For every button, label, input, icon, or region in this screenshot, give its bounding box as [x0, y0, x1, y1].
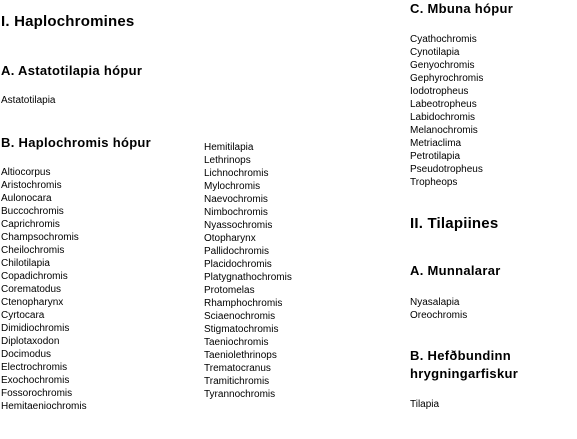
- heading-mbuna-group: C. Mbuna hópur: [410, 1, 514, 16]
- list-item: Stigmatochromis: [204, 324, 279, 335]
- list-item: Fossorochromis: [1, 388, 73, 399]
- list-item: Hemitilapia: [204, 142, 254, 153]
- list-item: Metriaclima: [410, 138, 462, 149]
- list-item: Buccochromis: [1, 206, 64, 217]
- list-item: Otopharynx: [204, 233, 256, 244]
- list-item: Taeniolethrinops: [204, 350, 277, 361]
- heading-haplochromines: I. Haplochromines: [1, 13, 135, 30]
- list-item: Gephyrochromis: [410, 73, 484, 84]
- list-item-tilapia: Tilapia: [410, 399, 440, 410]
- list-item: Protomelas: [204, 285, 255, 296]
- list-item: Hemitaeniochromis: [1, 401, 87, 412]
- list-item: Petrotilapia: [410, 151, 461, 162]
- list-item: Cyathochromis: [410, 34, 477, 45]
- heading-haplochromis-group: B. Haplochromis hópur: [1, 135, 152, 150]
- list-item: Iodotropheus: [410, 86, 469, 97]
- genus-list-col2: [204, 141, 292, 401]
- list-item: Altiocorpus: [1, 167, 51, 178]
- heading-hefdbundinn-line2: hrygningarfiskur: [410, 366, 519, 381]
- list-item: Tropheops: [410, 177, 458, 188]
- list-item: Tramitichromis: [204, 376, 270, 387]
- list-item: Champsochromis: [1, 232, 79, 243]
- heading-astatotilapia-group: A. Astatotilapia hópur: [1, 63, 143, 78]
- list-item: Trematocranus: [204, 363, 271, 374]
- munnalarar-list: [410, 296, 467, 322]
- list-item: Pseudotropheus: [410, 164, 483, 175]
- list-item: Chilotilapia: [1, 258, 50, 269]
- list-item: Mylochromis: [204, 181, 261, 192]
- list-item: Nyassochromis: [204, 220, 273, 231]
- list-item: Caprichromis: [1, 219, 60, 230]
- list-item: Lichnochromis: [204, 168, 269, 179]
- list-item: Exochochromis: [1, 375, 70, 386]
- list-item: Pallidochromis: [204, 246, 270, 257]
- list-item: Lethrinops: [204, 155, 251, 166]
- list-item-astatotilapia: Astatotilapia: [1, 95, 56, 106]
- list-item: Electrochromis: [1, 362, 68, 373]
- list-item: Cynotilapia: [410, 47, 460, 58]
- list-item: Nyasalapia: [410, 297, 460, 308]
- genus-list-col1: [1, 166, 87, 413]
- list-item: Rhamphochromis: [204, 298, 283, 309]
- list-item: Placidochromis: [204, 259, 272, 270]
- list-item: Dimidiochromis: [1, 323, 70, 334]
- list-item: Naevochromis: [204, 194, 268, 205]
- list-item: Genyochromis: [410, 60, 475, 71]
- list-item: Copadichromis: [1, 271, 68, 282]
- list-item: Docimodus: [1, 349, 52, 360]
- list-item: Labeotropheus: [410, 99, 477, 110]
- list-item: Tyrannochromis: [204, 389, 276, 400]
- list-item: Corematodus: [1, 284, 62, 295]
- heading-tilapiines: II. Tilapiines: [410, 215, 499, 232]
- list-item: Cyrtocara: [1, 310, 45, 321]
- list-item: Cheilochromis: [1, 245, 65, 256]
- heading-munnalarar: A. Munnalarar: [410, 263, 501, 278]
- mbuna-list: [410, 33, 483, 189]
- list-item: Oreochromis: [410, 310, 468, 321]
- list-item: Sciaenochromis: [204, 311, 276, 322]
- list-item: Melanochromis: [410, 125, 478, 136]
- list-item: Aulonocara: [1, 193, 52, 204]
- list-item: Platygnathochromis: [204, 272, 292, 283]
- heading-hefdbundinn-line1: B. Hefðbundinn: [410, 348, 511, 363]
- list-item: Ctenopharynx: [1, 297, 64, 308]
- list-item: Aristochromis: [1, 180, 62, 191]
- list-item: Taeniochromis: [204, 337, 269, 348]
- list-item: Labidochromis: [410, 112, 476, 123]
- list-item: Diplotaxodon: [1, 336, 60, 347]
- list-item: Nimbochromis: [204, 207, 268, 218]
